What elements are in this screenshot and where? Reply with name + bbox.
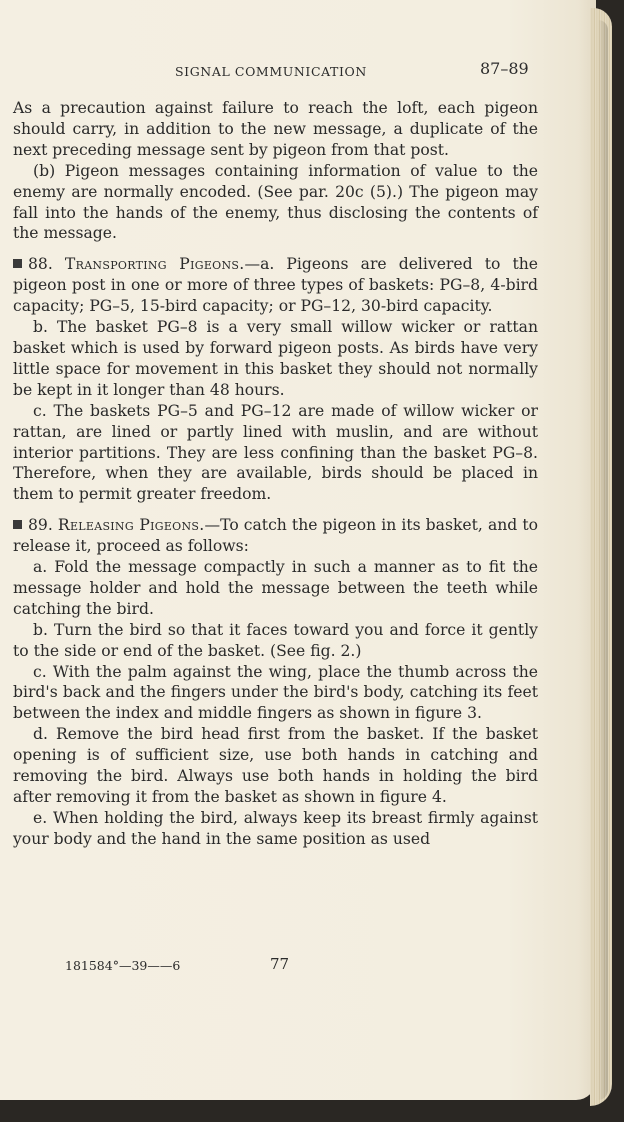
paragraph: b. Turn the bird so that it faces toward you and force it gently to the side or end of the basket. (See fig. 2.)	[13, 620, 538, 660]
print-code: 181584°—39——6	[65, 958, 181, 973]
paragraph: e. When holding the bird, always keep its breast firmly against your body and the hand in the same position as used	[13, 808, 538, 848]
paragraph-range: 87–89	[480, 59, 529, 78]
paragraph: As a precaution against failure to reach the loft, each pigeon should carry, in addition to the new message, a duplicate of the next preceding message sent by pigeon from that post.	[13, 99, 538, 159]
page-body	[13, 98, 538, 850]
section-bullet-icon	[13, 259, 22, 268]
paragraph: c. With the palm against the wing, place the thumb across the bird's back and the fingers under the bird's body, catching its feet between the index and middle fingers as shown in figure 3.	[13, 662, 538, 723]
section-88	[13, 254, 538, 317]
page-footer	[0, 952, 560, 982]
section-title: Transporting Pigeons.	[64, 255, 245, 274]
section-text: —a. Pigeons are delivered to the pigeon post in one or more of three types of baskets: PG–8, 4-bird capacity; PG–5, 15-bird capacity; or PG–12, 30-bird capacity.	[13, 255, 538, 316]
section-number: 89.	[28, 516, 53, 535]
page-number: 77	[270, 955, 290, 973]
paragraph: b. The basket PG–8 is a very small willow wicker or rattan basket which is used by forward pigeon posts. As birds have very little space for movement in this basket they should not normally be kept in it longer than 48 hours.	[13, 318, 538, 399]
paragraph: d. Remove the bird head first from the basket. If the basket opening is of sufficient size, use both hands in catching and removing the bird. Always use both hands in holding the bird after removing it from the basket as shown in figure 4.	[13, 725, 538, 806]
page-edge-shadow	[598, 20, 608, 1100]
page-header	[0, 58, 560, 84]
paragraph: a. Fold the message compactly in such a manner as to fit the message holder and hold the message between the teeth while catching the bird.	[13, 558, 538, 618]
section-number: 88.	[28, 255, 53, 274]
section-text: —To catch the pigeon in its basket, and to release it, proceed as follows:	[13, 516, 538, 556]
section-89	[13, 515, 538, 557]
section-title: Releasing Pigeons.	[57, 516, 205, 535]
paragraph: c. The baskets PG–5 and PG–12 are made of willow wicker or rattan, are lined or partly lined with muslin, and are without interior partitions. They are less confining than the basket PG–8. Therefore, when they are available, birds should be placed in them to permit greater freedom.	[13, 401, 538, 504]
running-head: SIGNAL COMMUNICATION	[175, 64, 367, 79]
section-bullet-icon	[13, 520, 22, 529]
paragraph: (b) Pigeon messages containing information of value to the enemy are normally encoded. (See par. 20c (5).) The pigeon may fall into the hands of the enemy, thus disclosing the contents of the message.	[13, 161, 538, 243]
